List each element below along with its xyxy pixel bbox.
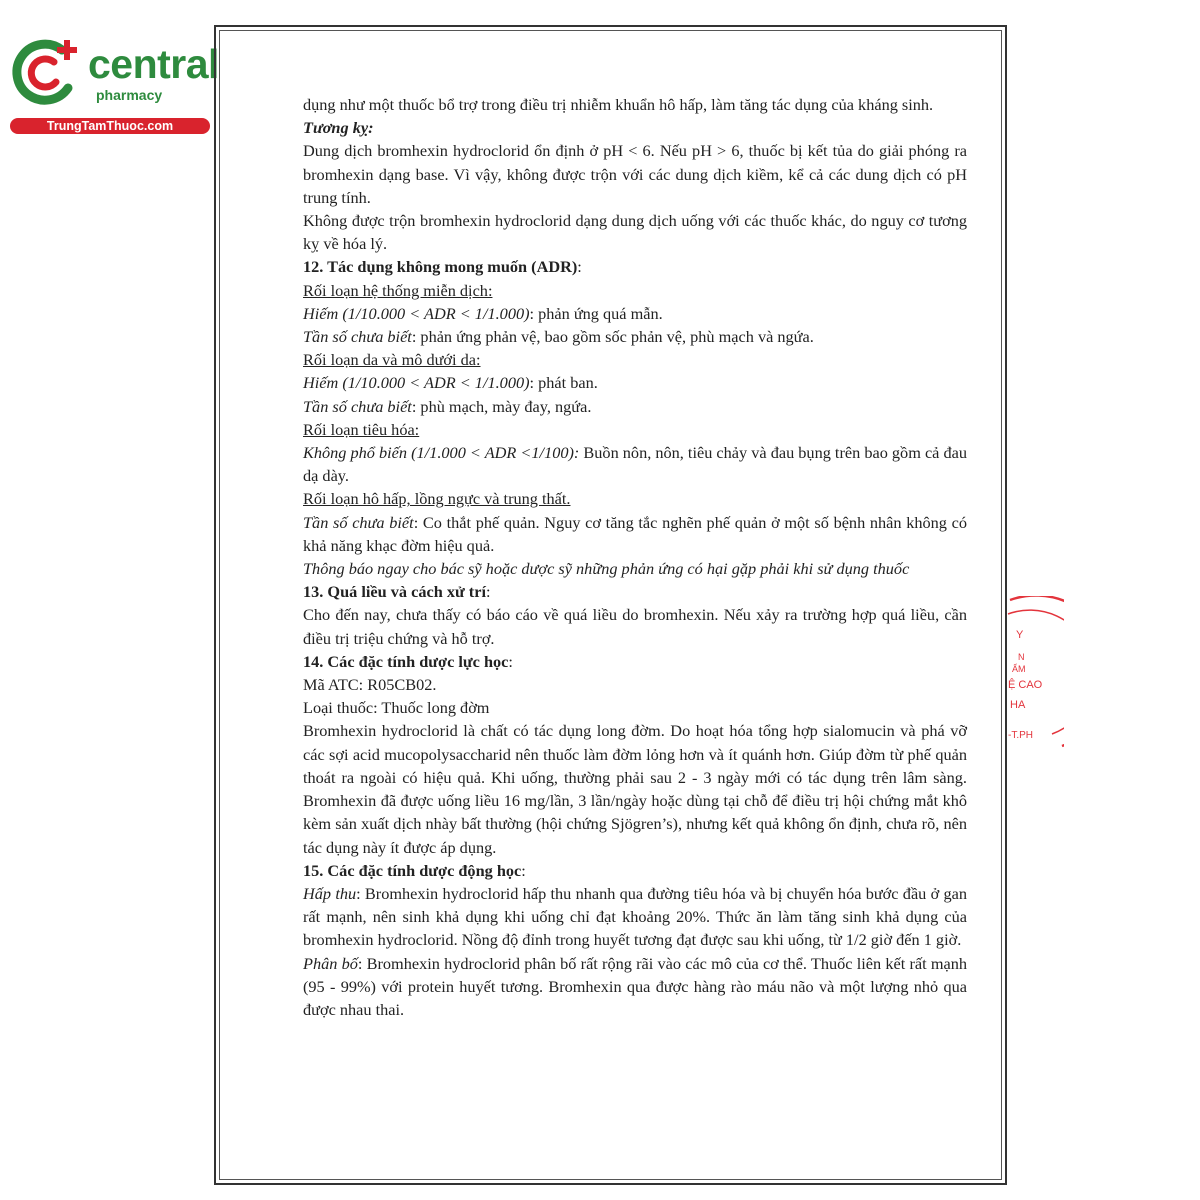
brand-name: central <box>88 41 219 87</box>
pk-label: Phân bố <box>303 953 358 973</box>
frequency-label: Hiếm (1/10.000 < ADR < 1/1.000) <box>303 303 530 323</box>
notify-statement: Thông báo ngay cho bác sỹ hoặc dược sỹ những phản ứng có hại gặp phải khi sử dụng thuốc <box>303 559 910 579</box>
subheading-skin: Rối loạn da và mô dưới da: <box>303 350 481 370</box>
pk-label: Hấp thu <box>303 883 357 903</box>
paragraph <box>303 325 967 348</box>
paragraph: Không được trộn bromhexin hydroclorid dạng dung dịch uống với các thuốc khác, do nguy cơ tương kỵ về hóa lý. <box>303 211 967 254</box>
paragraph <box>303 395 967 418</box>
frequency-text: : phát ban. <box>529 373 598 393</box>
section-heading-13 <box>303 580 967 603</box>
subheading-respiratory: Rối loạn hô hấp, lồng ngực và trung thất. <box>303 489 571 509</box>
drug-class: Loại thuốc: Thuốc long đờm <box>303 698 490 718</box>
heading-colon: : <box>521 860 526 880</box>
section-title: 15. Các đặc tính dược động học <box>303 860 522 880</box>
stamp-text: -T.PH <box>1008 730 1033 741</box>
section-heading-14 <box>303 650 967 673</box>
paragraph <box>303 882 967 952</box>
frequency-label: Không phổ biến (1/1.000 < ADR <1/100): <box>303 443 580 463</box>
paragraph <box>303 371 967 394</box>
section-heading-12 <box>303 255 967 278</box>
paragraph <box>303 302 967 325</box>
frequency-text: : phù mạch, mày đay, ngứa. <box>411 396 592 416</box>
frequency-label: Tần số chưa biết <box>303 512 414 532</box>
central-logo-icon <box>10 36 86 112</box>
official-stamp-fragment <box>1004 596 1064 756</box>
frequency-label: Hiếm (1/10.000 < ADR < 1/1.000) <box>303 373 530 393</box>
frequency-label: Tần số chưa biết <box>303 396 412 416</box>
pk-text: : Bromhexin hydroclorid phân bố rất rộng rãi vào các mô của cơ thể. Thuốc liên kết rất mạnh (95 - 99%) với protein huyết tương. Bromhexin qua được hàng rào máu não và một lượng nhỏ qua được nhau thai. <box>303 953 968 1019</box>
stamp-text: ẨM <box>1012 664 1026 674</box>
heading-colon: : <box>485 582 491 602</box>
heading-colon: : <box>508 651 513 671</box>
brand-tagline: pharmacy <box>96 87 163 103</box>
document-body <box>303 93 967 1021</box>
frequency-text: : Co thắt phế quản. Nguy cơ tăng tắc nghẽn phế quản ở một số bệnh nhân không có khả năng khạc đờm hiệu quả. <box>303 512 967 555</box>
subheading-immune: Rối loạn hệ thống miễn dịch: <box>303 280 493 300</box>
paragraph: Bromhexin hydroclorid là chất có tác dụng long đờm. Do hoạt hóa tổng hợp sialomucin và phá vỡ các sợi acid mucopolysaccharid nên thuốc làm đờm lỏng hơn và ít quánh hơn. Giúp đờm từ phế quản thoát ra ngoài có hiệu quả. Khi uống, thường phải sau 2 - 3 ngày mới có tác dụng trên lâm sàng. Bromhexin đã được uống liều 16 mg/lần, 3 lần/ngày hoặc dùng tại chỗ để điều trị hội chứng mắt khô kèm sản xuất dịch nhày bất thường (hội chứng Sjögren’s), nhưng kết quả không ổn định, chưa rõ, nên tác dụng này ít được áp dụng. <box>303 721 967 857</box>
section-heading-15 <box>303 859 967 882</box>
pk-text: : Bromhexin hydroclorid hấp thu nhanh qua đường tiêu hóa và bị chuyển hóa bước đầu ở gan rất mạnh, nên sinh khả dụng khi uống chỉ đạt khoảng 20%. Thức ăn làm tăng sinh khả dụng của bromhexin hydroclorid. Nồng độ đỉnh trong huyết tương đạt được sau khi uống, từ 1/2 giờ đến 1 giờ. <box>303 883 967 950</box>
heading-colon: : <box>577 257 582 277</box>
subheading-gi: Rối loạn tiêu hóa: <box>303 419 420 439</box>
section-title: 12. Tác dụng không mong muốn (ADR) <box>303 257 578 277</box>
stamp-text: N <box>1018 652 1025 662</box>
brand-logo <box>10 36 219 136</box>
section-title: 13. Quá liều và cách xử trí <box>303 582 486 602</box>
section-heading-incompatibility: Tương kỵ: <box>303 118 374 138</box>
paragraph: dụng như một thuốc bổ trợ trong điều trị nhiễm khuẩn hô hấp, làm tăng tác dụng của kháng sinh. <box>303 95 934 114</box>
paragraph <box>303 441 967 487</box>
paragraph <box>303 511 967 557</box>
stamp-text: Y <box>1016 629 1024 641</box>
stamp-text: Ệ CAO <box>1008 679 1043 691</box>
atc-code: Mã ATC: R05CB02. <box>303 675 437 695</box>
paragraph: Dung dịch bromhexin hydroclorid ổn định ở pH < 6. Nếu pH > 6, thuốc bị kết tủa do giải phóng ra bromhexin dạng base. Vì vậy, không được trộn với các dung dịch kiềm, kể cả các dung dịch có pH trung tính. <box>303 141 967 207</box>
section-title: 14. Các đặc tính dược lực học <box>303 651 509 671</box>
paragraph: Cho đến nay, chưa thấy có báo cáo về quá liều do bromhexin. Nếu xảy ra trường hợp quá liều, cần điều trị triệu chứng và hỗ trợ. <box>303 605 967 648</box>
paragraph <box>303 952 967 1022</box>
frequency-label: Tần số chưa biết <box>303 327 412 347</box>
frequency-text: : phản ứng quá mẫn. <box>529 303 663 323</box>
brand-url[interactable]: TrungTamThuoc.com <box>10 118 210 134</box>
stamp-text: HA <box>1010 699 1026 711</box>
frequency-text: Buồn nôn, nôn, tiêu chảy và đau bụng trên bao gồm cả đau dạ dày. <box>303 443 967 486</box>
frequency-text: : phản ứng phản vệ, bao gồm sốc phản vệ, phù mạch và ngứa. <box>411 327 814 347</box>
